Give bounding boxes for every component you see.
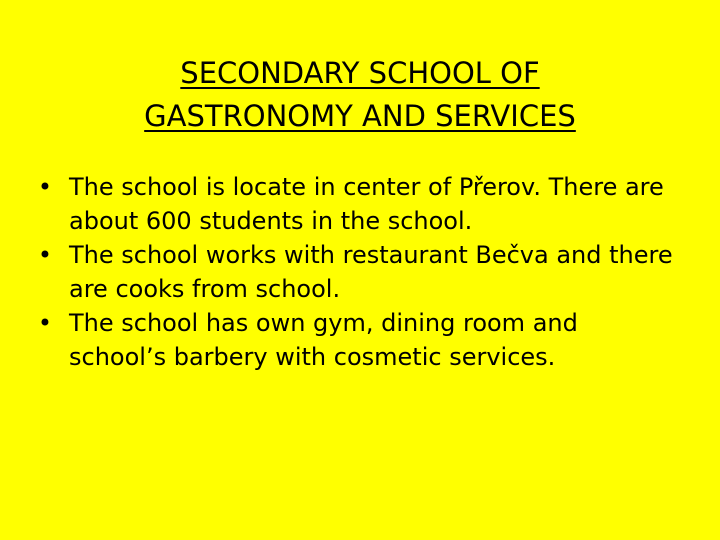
bullet-text: The school has own gym, dining room and school’s barbery with cosmetic services.	[69, 309, 578, 371]
bullet-icon: •	[37, 309, 53, 337]
bullet-text: The school is locate in center of Přerov. There are about 600 students in the school.	[69, 173, 664, 235]
slide-title-line-2: GASTRONOMY AND SERVICES	[144, 99, 576, 133]
bullet-icon: •	[37, 241, 53, 269]
bullet-item	[35, 238, 675, 306]
bullet-item	[35, 170, 675, 238]
bullet-text: The school works with restaurant Bečva and there are cooks from school.	[69, 241, 673, 303]
slide-title-line-1: SECONDARY SCHOOL OF	[180, 56, 540, 90]
slide-title	[60, 52, 660, 138]
bullet-icon: •	[37, 173, 53, 201]
bullet-item	[35, 306, 675, 374]
bullet-list	[35, 170, 675, 374]
